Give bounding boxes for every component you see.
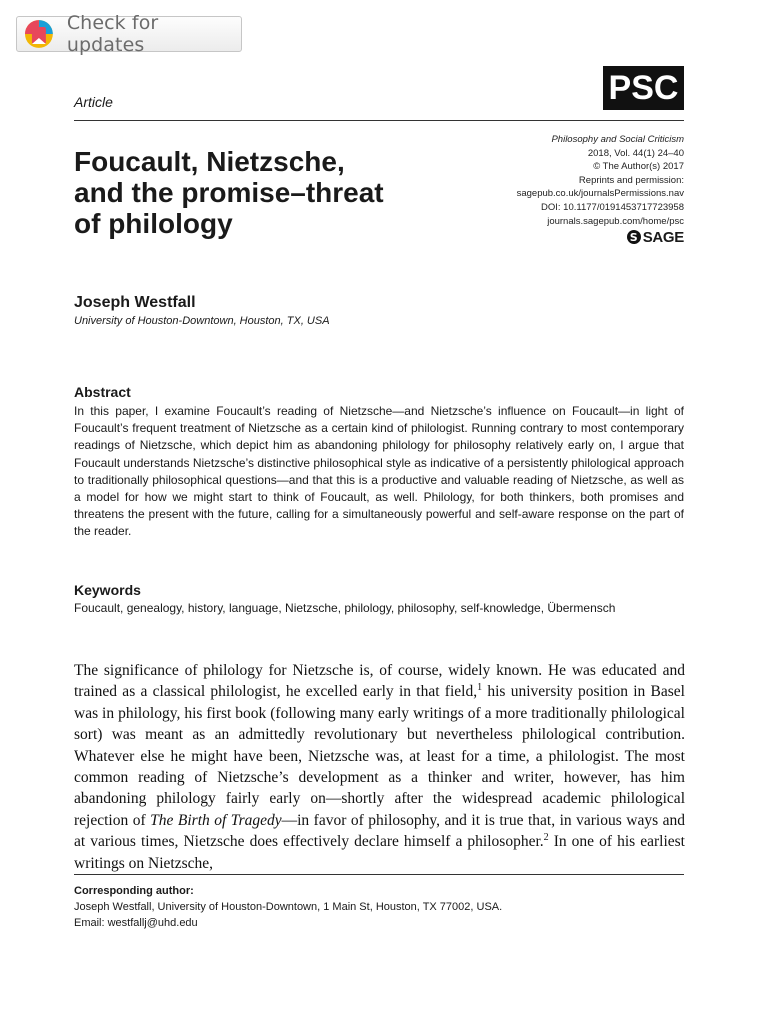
journal-name: Philosophy and Social Criticism [551, 134, 684, 145]
corresponding-author [74, 884, 502, 931]
journal-url[interactable]: journals.sagepub.com/home/psc [547, 215, 684, 227]
body-paragraph [74, 660, 685, 874]
journal-logo: PSC [603, 66, 684, 110]
sage-icon: S [627, 230, 641, 244]
permissions-link[interactable]: sagepub.co.uk/journalsPermissions.nav [516, 188, 684, 200]
check-for-updates-label: Check for updates [66, 12, 159, 56]
title-line: of philology [74, 208, 233, 239]
header-divider [74, 120, 684, 121]
journal-info [517, 133, 684, 228]
footnote-ref[interactable]: 1 [477, 682, 483, 694]
body-text-segment: The significance of philology for Nietzsche is, of course, widely known. He was educated and trained as a classical philologist, he excelled early in that field, [74, 662, 685, 701]
abstract-text: In this paper, I examine Foucault’s reading of Nietzsche—and Nietzsche’s influence on Foucault—in light of Foucault’s frequent treatment of Nietzsche as a certain kind of philologist. Running contrary to most contemporary readings of Nietzsche, which depict him as abandoning philology for philosophy relatively early on, I argue that Foucault understands Nietzsche’s distinctive philosophical style as indicative of a persistently philological approach to traditionally philosophical questions—and that this is a productive and valuable reading of Nietzsche, as well as a model for how we might start to think of Foucault, as well. Philology, for both thinkers, both promises and threatens the present with the future, calling for a simultaneously powerful and self-aware response on the part of the reader. [74, 404, 684, 539]
corresponding-address: Joseph Westfall, University of Houston-Downtown, 1 Main St, Houston, TX 77002, USA. [74, 900, 503, 913]
copyright: © The Author(s) 2017 [593, 161, 684, 173]
abstract-heading: Abstract [74, 384, 131, 400]
journal-volume: 2018, Vol. 44(1) 24–40 [587, 147, 684, 159]
body-text-segment: his university position in Basel was in philology, his first book (following many early writings of a more traditionally philological sort) was meant as an admittedly revolutionary but nevertheless philological contribution. Whatever else he might have been, Nietzsche was, at least for a time, a philologist. The most common reading of Nietzsche’s development as a thinker and writer, however, has him abandoning philology fairly early on—shortly after the widespread academic philological rejection of [74, 683, 685, 829]
corresponding-label: Corresponding author: [74, 885, 194, 897]
footer-divider [74, 874, 684, 875]
reprints-label: Reprints and permission: [578, 174, 684, 186]
footnote-ref[interactable]: 2 [543, 832, 549, 844]
publisher-name: SAGE [642, 228, 684, 246]
crossmark-icon [23, 18, 55, 50]
title-line: Foucault, Nietzsche, [74, 146, 345, 177]
check-for-updates-button[interactable] [16, 12, 242, 56]
body-text-segment: In one of his earliest writings on Nietzsche, [74, 833, 685, 872]
title-line: and the promise–threat [74, 177, 384, 208]
doi[interactable]: DOI: 10.1177/0191453717723958 [541, 201, 684, 213]
keywords-text: Foucault, genealogy, history, language, Nietzsche, philology, philosophy, self-knowledge, Übermensch [74, 601, 616, 615]
corresponding-email[interactable]: Email: westfallj@uhd.edu [74, 916, 198, 929]
body-text-segment: —in favor of philosophy, and it is true that, in various ways and at various times, Nietzsche does effectively declare himself a philosopher. [74, 811, 686, 851]
article-type: Article [74, 94, 113, 110]
article-title [74, 146, 454, 239]
author-affiliation: University of Houston-Downtown, Houston, TX, USA [74, 315, 330, 327]
book-title: The Birth of Tragedy [150, 811, 282, 829]
publisher-logo [591, 228, 684, 246]
author-name: Joseph Westfall [74, 294, 196, 311]
keywords-heading: Keywords [74, 582, 141, 598]
